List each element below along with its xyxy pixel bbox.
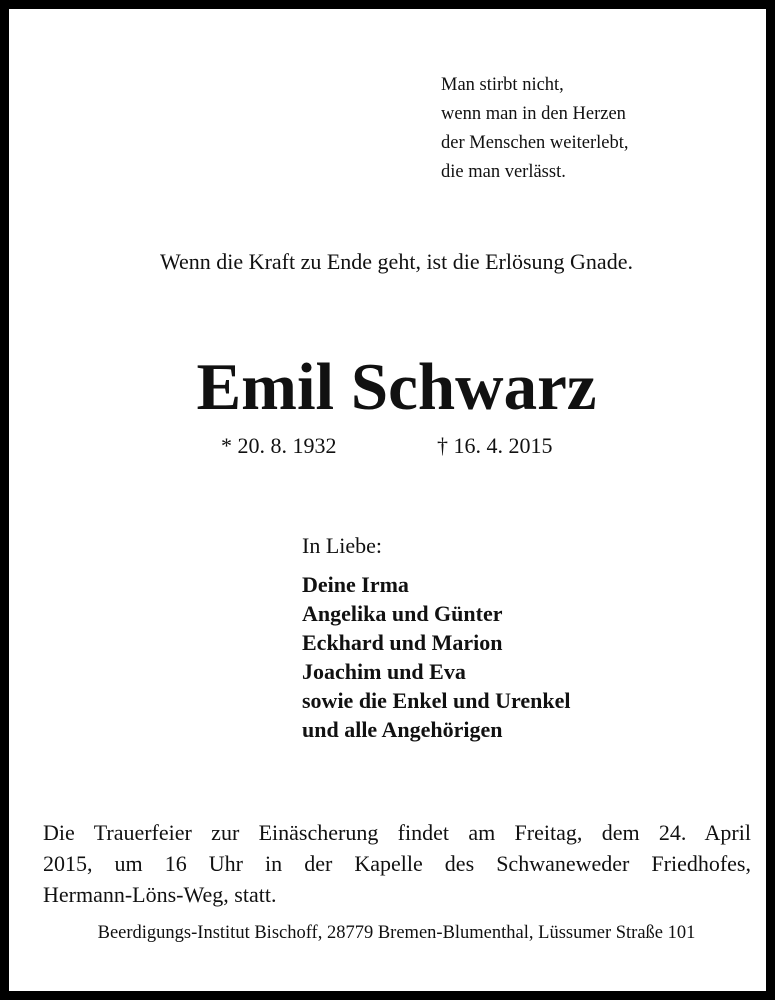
service-line: Die Trauerfeier zur Einäscherung findet am Freitag, dem 24. April: [43, 820, 751, 845]
undertaker-info: Beerdigungs-Institut Bischoff, 28779 Bremen-Blumenthal, Lüssumer Straße 101: [97, 923, 696, 943]
mourner: sowie die Enkel und Urenkel: [302, 688, 571, 713]
service-line: 2015, um 16 Uhr in der Kapelle des Schwaneweder Friedhofes,: [43, 851, 751, 876]
death-date: † 16. 4. 2015: [437, 433, 553, 458]
love-label: In Liebe:: [302, 533, 383, 558]
poem: [441, 71, 629, 187]
deceased-name: Emil Schwarz: [196, 350, 597, 424]
poem-line: Man stirbt nicht,: [441, 75, 564, 95]
mourner: Deine Irma: [302, 572, 409, 597]
mourners-list: [302, 570, 571, 744]
mourner: Joachim und Eva: [302, 659, 466, 684]
saying: Wenn die Kraft zu Ende geht, ist die Erlösung Gnade.: [160, 249, 633, 274]
mourner: Angelika und Günter: [302, 601, 503, 626]
poem-line: der Menschen weiterlebt,: [441, 133, 629, 153]
service-line: Hermann-Löns-Weg, statt.: [43, 882, 277, 907]
birth-date: * 20. 8. 1932: [221, 433, 337, 458]
poem-line: wenn man in den Herzen: [441, 104, 626, 124]
poem-line: die man verlässt.: [441, 162, 566, 182]
mourner: und alle Angehörigen: [302, 717, 503, 742]
mourner: Eckhard und Marion: [302, 630, 503, 655]
service-notice: [43, 817, 751, 910]
